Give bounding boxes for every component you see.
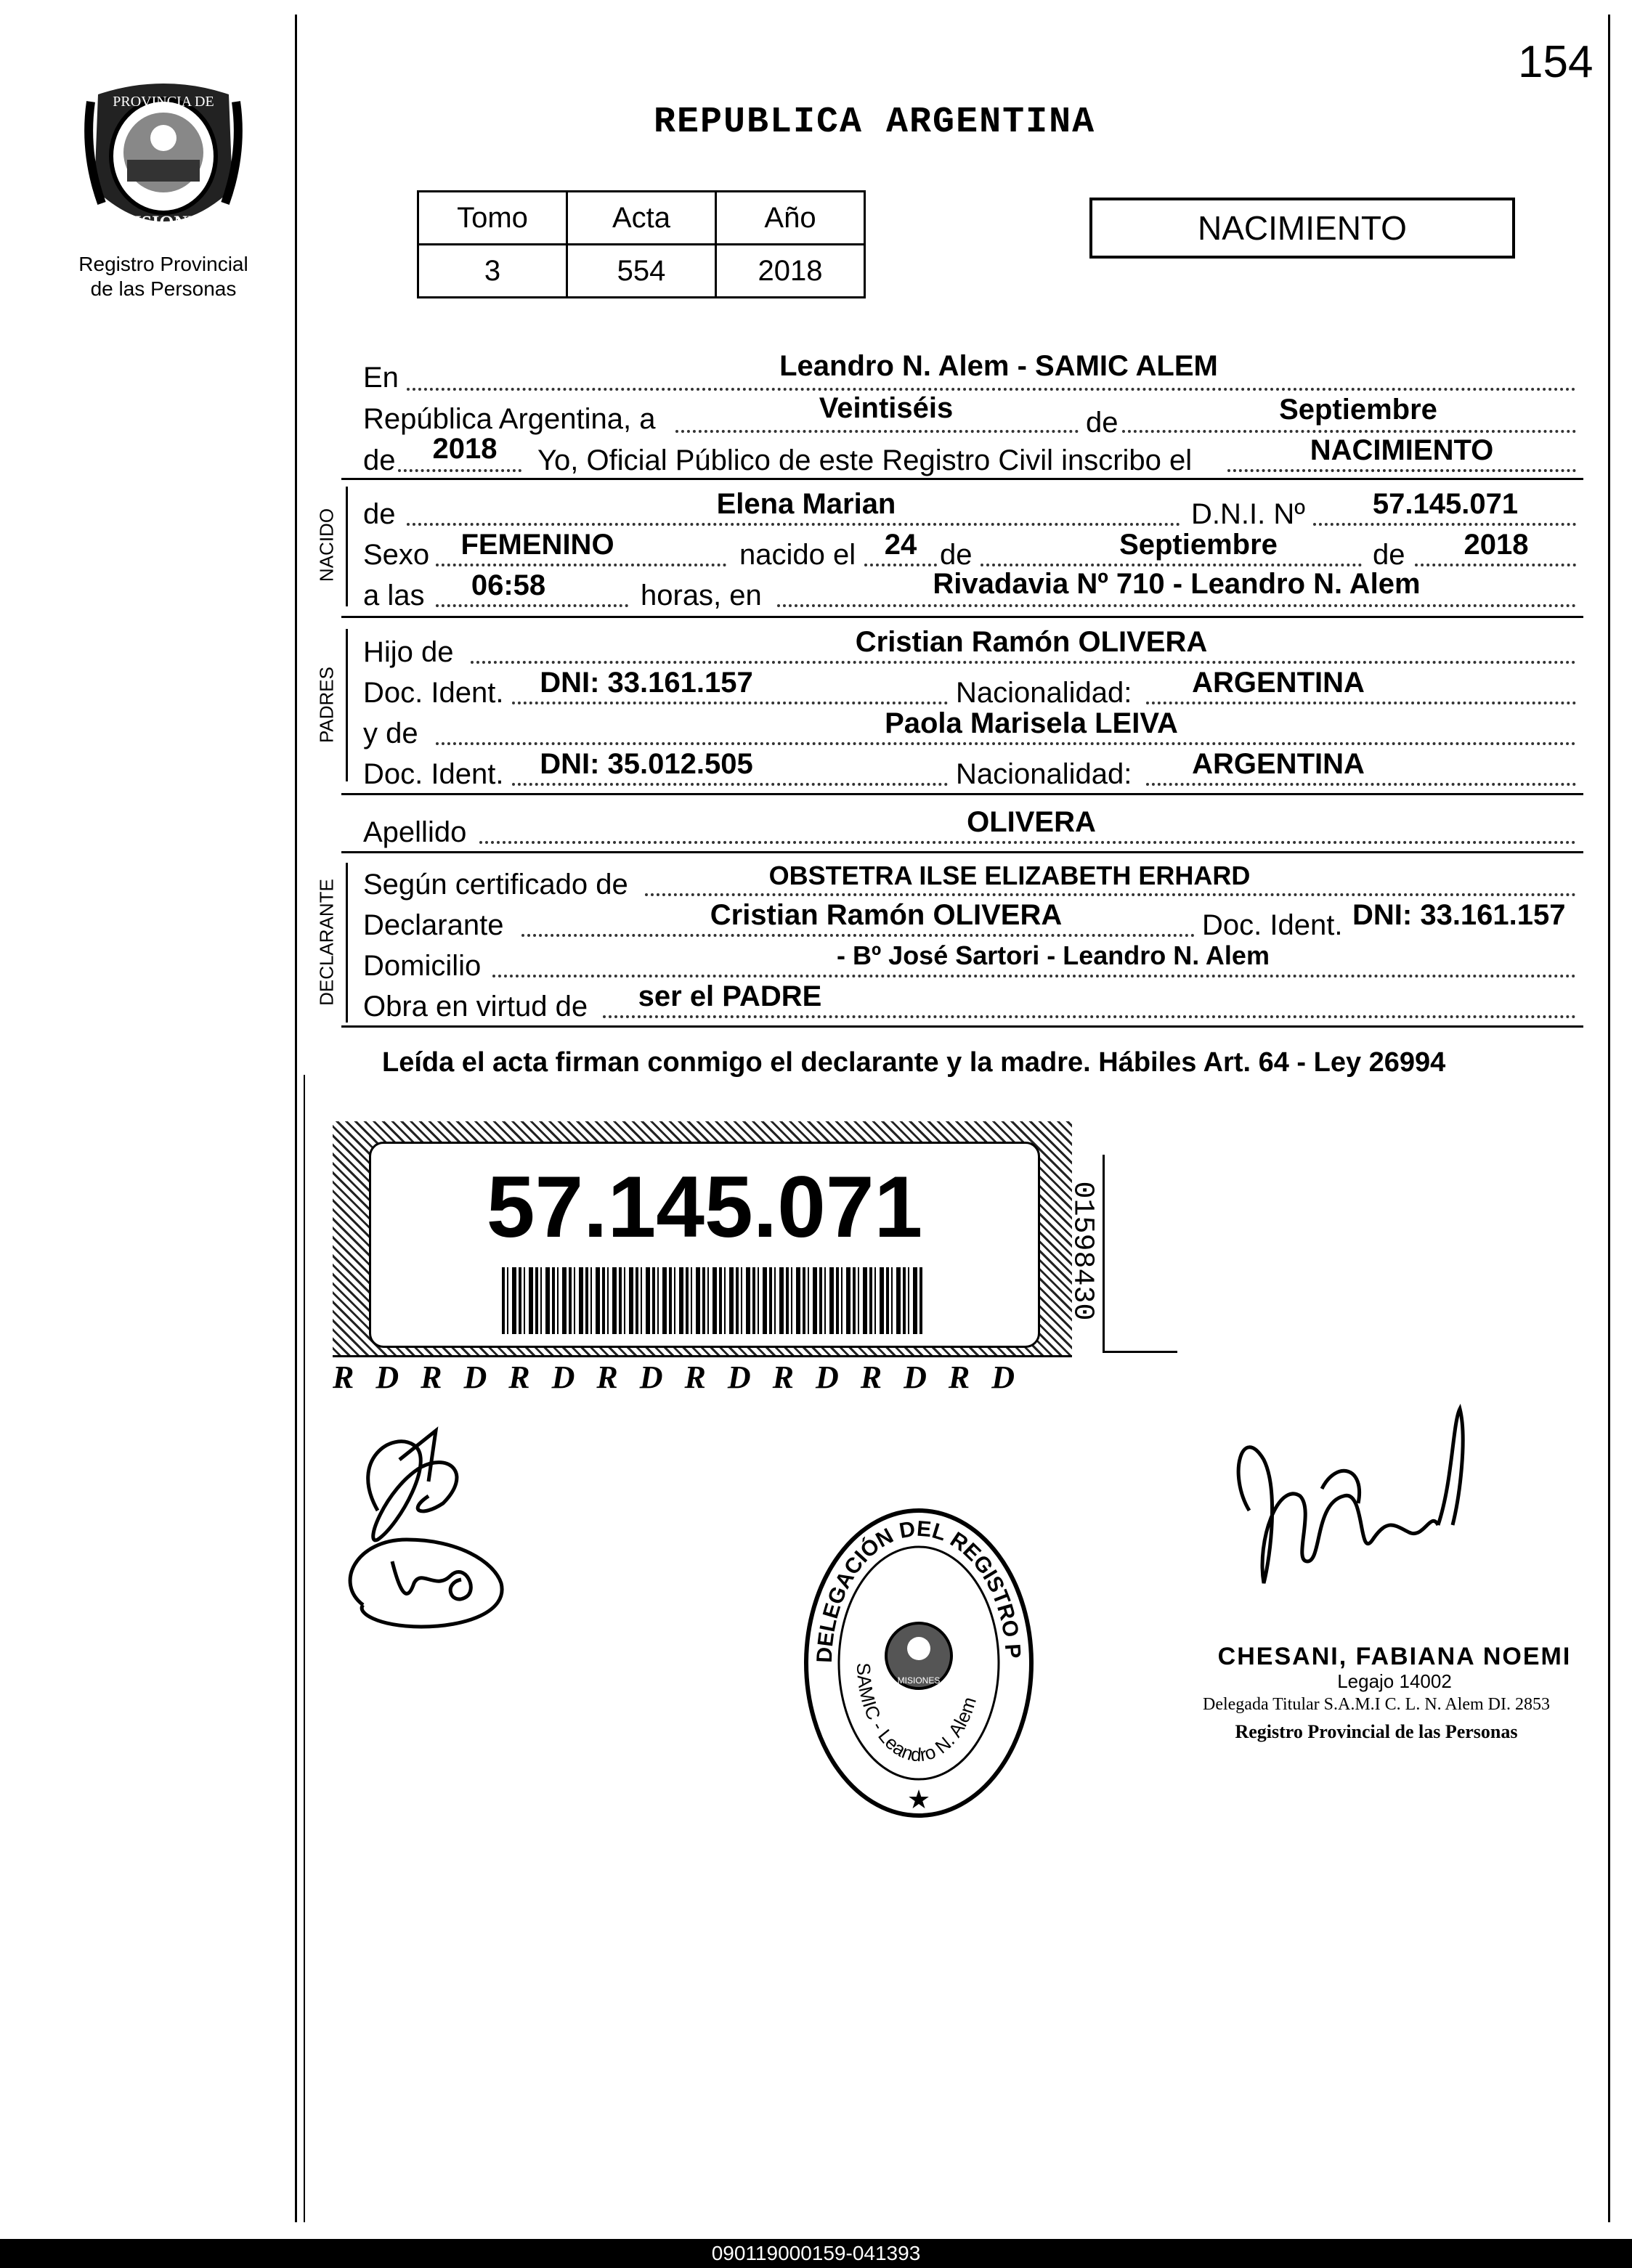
mother-nat-dots [1146, 783, 1576, 786]
nacido-de-label-2: de [940, 539, 973, 571]
declarante-bracket [346, 863, 348, 1023]
sticker-side-code: 01598430 [1065, 1181, 1099, 1321]
dom-value: - Bº José Sartori - Leandro N. Alem [837, 940, 1270, 970]
tomo-header: Tomo [418, 192, 567, 245]
seal-center-text: MISIONES [897, 1675, 941, 1686]
record-type: NACIMIENTO [1198, 209, 1407, 247]
registry-table [417, 190, 866, 298]
mother-dots [436, 742, 1576, 745]
birth-time: 06:58 [471, 569, 546, 601]
cert-value: OBSTETRA ILSE ELIZABETH ERHARD [768, 861, 1251, 890]
month-dots [1122, 430, 1576, 433]
year-de-label: de [363, 444, 396, 476]
logo-seal-bottom: MISIONES [115, 212, 211, 233]
day-value: Veintiséis [819, 392, 954, 424]
mother-doc-dots [512, 783, 948, 786]
nacido-label: nacido el [739, 539, 856, 571]
id-sticker [333, 1121, 1072, 1396]
sexo-dots [436, 564, 726, 566]
decl-label: Declarante [363, 909, 504, 941]
year-dots [398, 469, 521, 472]
cert-label: Según certificado de [363, 869, 628, 901]
dni-dots [1313, 523, 1576, 526]
logo-seal-top: PROVINCIA DE [113, 94, 214, 110]
apellido-value: OLIVERA [967, 806, 1096, 838]
logo-caption-1: Registro Provincial [78, 253, 248, 275]
cert-dots [645, 893, 1576, 896]
birth-year: 2018 [1463, 529, 1529, 561]
tomo-value: 3 [418, 245, 567, 298]
birth-day: 24 [884, 529, 917, 561]
father-nat-label: Nacionalidad: [956, 677, 1132, 709]
decl-dots [521, 934, 1195, 937]
anio-header: Año [716, 192, 865, 245]
left-margin-line-inner [304, 1075, 305, 2222]
padres-section-label: PADRES [315, 667, 338, 743]
official-registry: Registro Provincial de las Personas [1235, 1721, 1518, 1742]
nacido-de-label-3: de [1373, 539, 1405, 571]
official-role: Delegada Titular S.A.M.I C. L. N. Alem DI. 2853 [1203, 1695, 1550, 1714]
footer-code: 090119000159-041393 [0, 2239, 1632, 2268]
birth-year-dots [1415, 564, 1576, 566]
section-divider-1 [341, 478, 1583, 480]
seal-inner-text: SAMIC - Leandro N. Alem [852, 1662, 981, 1766]
alas-label: a las [363, 580, 425, 611]
round-seal [799, 1503, 1039, 1823]
name-dots [407, 523, 1180, 526]
section-divider-4 [341, 851, 1583, 853]
time-dots [436, 604, 628, 607]
id-sticker-pattern: RDRDRDRDRDRDRDRD [333, 1359, 1036, 1395]
place-dots [777, 604, 1576, 607]
apellido-dots [479, 841, 1576, 844]
acta-value: 554 [567, 245, 716, 298]
republica-label: República Argentina, a [363, 403, 656, 435]
seal-outer-text: DELEGACIÓN DEL REGISTRO P [812, 1516, 1026, 1664]
father-dots [471, 661, 1576, 664]
child-name: Elena Marian [716, 488, 896, 520]
inscribo-dots [1227, 469, 1576, 472]
anio-value: 2018 [716, 245, 865, 298]
birth-place: Rivadavia Nº 710 - Leandro N. Alem [933, 568, 1421, 600]
section-divider-3 [341, 793, 1583, 795]
hijo-label: Hijo de [363, 636, 454, 668]
country-title: REPUBLICA ARGENTINA [654, 102, 1096, 143]
decl-doc: DNI: 33.161.157 [1352, 899, 1566, 931]
section-divider-5 [341, 1025, 1583, 1028]
acta-header: Acta [567, 192, 716, 245]
nacido-bracket [346, 487, 348, 606]
father-doc-label: Doc. Ident. [363, 677, 504, 709]
official-legajo: Legajo 14002 [1337, 1670, 1452, 1692]
birth-month: Septiembre [1119, 529, 1278, 561]
year-value: 2018 [432, 433, 498, 465]
padres-bracket [346, 629, 348, 781]
obra-label: Obra en virtud de [363, 991, 588, 1023]
en-dots [407, 388, 1576, 391]
inscribo-value: NACIMIENTO [1310, 434, 1494, 466]
yde-label: y de [363, 718, 418, 749]
child-sexo: FEMENINO [460, 529, 614, 561]
mother-name: Paola Marisela LEIVA [885, 707, 1178, 739]
id-sticker-bottom-band [333, 1355, 1072, 1398]
month-value: Septiembre [1279, 394, 1437, 426]
obra-dots [603, 1015, 1576, 1018]
left-margin-line [295, 15, 297, 2222]
nacido-de-label: de [363, 498, 396, 530]
sticker-barcode [502, 1267, 923, 1334]
father-doc: DNI: 33.161.157 [540, 667, 753, 699]
province-logo [84, 80, 243, 247]
mother-nationality: ARGENTINA [1192, 748, 1365, 780]
sticker-side-bracket [1103, 1155, 1177, 1353]
mother-doc: DNI: 35.012.505 [540, 748, 753, 780]
birth-month-dots [981, 564, 1362, 566]
child-dni: 57.145.071 [1372, 488, 1519, 520]
apellido-label: Apellido [363, 816, 467, 848]
horas-label: horas, en [641, 580, 762, 611]
father-nat-dots [1146, 702, 1576, 704]
nacido-section-label: NACIDO [315, 508, 338, 582]
en-value: Leandro N. Alem - SAMIC ALEM [779, 350, 1218, 382]
mother-nat-label: Nacionalidad: [956, 758, 1132, 790]
id-sticker-inner [369, 1142, 1040, 1348]
right-margin-line [1608, 15, 1610, 2222]
dom-label: Domicilio [363, 950, 482, 982]
official-signature [1220, 1394, 1482, 1627]
closing-text: Leída el acta firman conmigo el declarante y la madre. Hábiles Art. 64 - Ley 26994 [382, 1047, 1446, 1078]
declarante-section-label: DECLARANTE [315, 879, 338, 1006]
page-number: 154 [1518, 37, 1594, 87]
day-dots [675, 430, 1079, 433]
sticker-number: 57.145.071 [486, 1158, 923, 1256]
birth-day-dots [864, 564, 937, 566]
mother-doc-label: Doc. Ident. [363, 758, 504, 790]
sexo-label: Sexo [363, 539, 430, 571]
dom-dots [492, 975, 1576, 977]
day-de-label: de [1086, 407, 1119, 439]
father-name: Cristian Ramón OLIVERA [855, 626, 1208, 658]
seal-star-icon: ★ [906, 1784, 931, 1814]
decl-doc-label: Doc. Ident. [1202, 909, 1343, 941]
decl-value: Cristian Ramón OLIVERA [710, 899, 1063, 931]
logo-caption-2: de las Personas [90, 277, 237, 300]
declarant-signature [334, 1416, 537, 1634]
dni-label: D.N.I. Nº [1191, 498, 1305, 530]
yo-label: Yo, Oficial Público de este Registro Civil inscribo el [537, 444, 1193, 476]
en-label: En [363, 362, 399, 394]
obra-value: ser el PADRE [638, 980, 822, 1012]
official-name: CHESANI, FABIANA NOEMI [1217, 1643, 1572, 1670]
section-divider-2 [341, 616, 1583, 618]
father-nationality: ARGENTINA [1192, 667, 1365, 699]
record-type-box [1089, 198, 1515, 259]
father-doc-dots [512, 702, 948, 704]
